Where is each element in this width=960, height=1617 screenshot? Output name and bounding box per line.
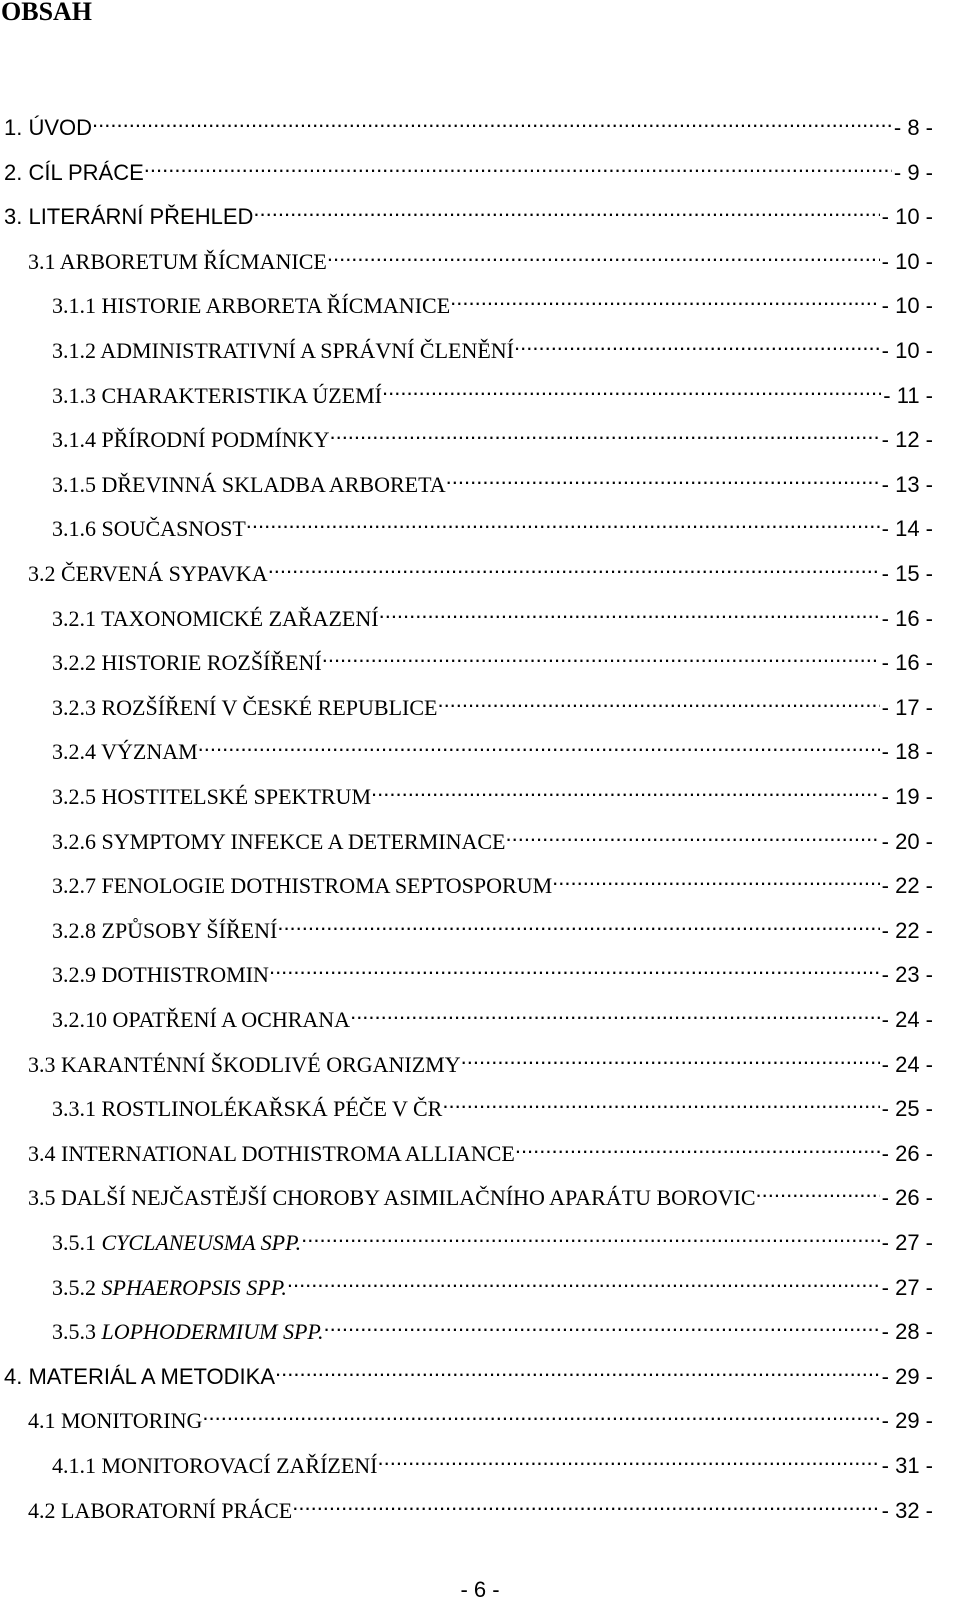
dot-leader <box>371 774 880 804</box>
dot-leader <box>292 1488 879 1518</box>
toc-entry-title: 3.1.2 ADMINISTRATIVNÍ A SPRÁVNÍ ČLENĚNÍ <box>52 338 515 363</box>
toc-entry-page: - 8 - <box>893 115 933 140</box>
toc-entry[interactable] <box>52 863 933 898</box>
toc-entry-page: - 13 - <box>881 472 933 497</box>
toc-entry-page: - 26 - <box>881 1185 933 1210</box>
toc-entry-title: 3.1 ARBORETUM ŘÍCMANICE <box>28 249 327 274</box>
toc-entry-title: 3.2.4 VÝZNAM <box>52 739 198 764</box>
toc-entry[interactable] <box>52 685 933 720</box>
toc-entry-number: 3.5.1 <box>52 1230 102 1255</box>
toc-entry-page: - 10 - <box>881 338 933 363</box>
toc-entry[interactable] <box>52 596 933 631</box>
toc-entry[interactable] <box>52 997 933 1032</box>
toc-entry-title: 3.3.1 ROSTLINOLÉKAŘSKÁ PÉČE V ČR <box>52 1096 443 1121</box>
dot-leader <box>382 373 881 403</box>
toc-entry-page: - 12 - <box>881 427 933 452</box>
toc-entry-page: - 16 - <box>881 650 933 675</box>
dot-leader <box>268 551 880 581</box>
dot-leader <box>144 150 892 180</box>
dot-leader <box>442 1086 879 1116</box>
toc-entry-title: 3.1.6 SOUČASNOST <box>52 516 246 541</box>
toc-entry-page: - 31 - <box>881 1453 933 1478</box>
toc-entry-page: - 15 - <box>881 561 933 586</box>
toc-entry[interactable] <box>4 1354 933 1389</box>
toc-entry[interactable] <box>52 328 933 363</box>
toc-entry-number: 3.5.2 <box>52 1275 102 1300</box>
toc-entry-title: 3.1.1 HISTORIE ARBORETA ŘÍCMANICE <box>52 293 451 318</box>
toc-entry-page: - 10 - <box>881 249 933 274</box>
dot-leader <box>322 640 880 670</box>
dot-leader <box>756 1175 880 1205</box>
toc-entry-number: 3.5.3 <box>52 1319 102 1344</box>
toc-entry-page: - 28 - <box>881 1319 933 1344</box>
toc-entry-page: - 29 - <box>881 1408 933 1433</box>
dot-leader <box>246 506 880 536</box>
toc-entry-title: 3.2.6 SYMPTOMY INFEKCE A DETERMINACE <box>52 829 506 854</box>
toc-entry-title: 3.2.7 FENOLOGIE DOTHISTROMA SEPTOSPORUM <box>52 873 553 898</box>
toc-entry[interactable] <box>52 1309 933 1344</box>
toc-entry-title: 4. MATERIÁL A METODIKA <box>4 1364 276 1389</box>
toc-entry[interactable] <box>52 908 933 943</box>
toc-entry[interactable] <box>52 506 933 541</box>
dot-leader <box>437 685 879 715</box>
toc-entry-title: 3. LITERÁRNÍ PŘEHLED <box>4 204 254 229</box>
toc-entry-title: 3.5 DALŠÍ NEJČASTĚJŠÍ CHOROBY ASIMILAČNÍHO APARÁTU BOROVIC <box>28 1185 756 1210</box>
toc-entry-page: - 11 - <box>883 383 933 408</box>
toc-entry-title: 3.1.3 CHARAKTERISTIKA ÚZEMÍ <box>52 383 382 408</box>
toc-entry[interactable] <box>52 1265 933 1300</box>
toc-entry-title: 4.2 LABORATORNÍ PRÁCE <box>28 1498 293 1523</box>
dot-leader <box>324 1309 880 1339</box>
toc-entry-title: 3.4 INTERNATIONAL DOTHISTROMA ALLIANCE <box>28 1141 515 1166</box>
toc-entry-title: 3.2.5 HOSTITELSKÉ SPEKTRUM <box>52 784 372 809</box>
toc-entry-title <box>52 1273 287 1303</box>
toc-entry[interactable] <box>52 373 933 408</box>
toc-entry-title: 3.1.5 DŘEVINNÁ SKLADBA ARBORETA <box>52 472 446 497</box>
toc-entry-title: 3.2.2 HISTORIE ROZŠÍŘENÍ <box>52 650 322 675</box>
toc-entry-page: - 14 - <box>881 516 933 541</box>
toc-entry-page: - 29 - <box>881 1364 933 1389</box>
toc-entry[interactable] <box>52 417 933 452</box>
toc-entry-page: - 10 - <box>881 204 933 229</box>
dot-leader <box>515 1131 880 1161</box>
toc-entry-italic-title: CYCLANEUSMA SPP. <box>101 1230 302 1255</box>
dot-leader <box>450 283 880 313</box>
toc-entry[interactable] <box>52 774 933 809</box>
toc-entry[interactable] <box>4 105 933 140</box>
toc-entry-title: 3.1.4 PŘÍRODNÍ PODMÍNKY <box>52 427 330 452</box>
toc-entry-page: - 25 - <box>881 1096 933 1121</box>
dot-leader <box>514 328 880 358</box>
toc-entry-title: 2. CÍL PRÁCE <box>4 160 144 185</box>
toc-entry-page: - 17 - <box>881 695 933 720</box>
toc-entry-page: - 10 - <box>881 293 933 318</box>
dot-leader <box>275 1354 880 1384</box>
toc-entry-page: - 24 - <box>881 1052 933 1077</box>
toc-entry-title: 1. ÚVOD <box>4 115 93 140</box>
toc-entry[interactable] <box>52 283 933 318</box>
dot-leader <box>552 863 879 893</box>
dot-leader <box>329 417 879 447</box>
toc-entry-italic-title: LOPHODERMIUM SPP. <box>101 1319 324 1344</box>
toc-entry-page: - 9 - <box>893 160 933 185</box>
toc-entry-page: - 32 - <box>881 1498 933 1523</box>
dot-leader <box>379 596 880 626</box>
toc-entry[interactable] <box>28 239 933 274</box>
dot-leader <box>253 194 879 224</box>
toc-entry-page: - 22 - <box>881 918 933 943</box>
toc-entry-page: - 19 - <box>881 784 933 809</box>
dot-leader <box>327 239 880 269</box>
toc-entry-title: 3.2.8 ZPŮSOBY ŠÍŘENÍ <box>52 918 278 943</box>
toc-entry[interactable] <box>52 819 933 854</box>
dot-leader <box>461 1042 880 1072</box>
page-title: OBSAH <box>1 0 93 26</box>
toc-entry-page: - 20 - <box>881 829 933 854</box>
page-number: - 6 - <box>460 1577 500 1602</box>
toc-entry-italic-title: SPHAEROPSIS SPP. <box>101 1275 287 1300</box>
toc-entry-page: - 27 - <box>881 1230 933 1255</box>
toc-entry[interactable] <box>52 952 933 987</box>
toc-entry-page: - 24 - <box>881 1007 933 1032</box>
toc-entry-page: - 26 - <box>881 1141 933 1166</box>
toc-entry-title: 3.2.1 TAXONOMICKÉ ZAŘAZENÍ <box>52 606 379 631</box>
toc-entry-title: 3.2.10 OPATŘENÍ A OCHRANA <box>52 1007 351 1032</box>
dot-leader <box>378 1443 880 1473</box>
toc-entry-title <box>52 1228 301 1258</box>
dot-leader <box>269 952 880 982</box>
toc-entry[interactable] <box>28 1488 933 1523</box>
dot-leader <box>202 1398 879 1428</box>
dot-leader <box>198 729 880 759</box>
toc-entry-title: 3.2 ČERVENÁ SYPAVKA <box>28 561 268 586</box>
toc-entry[interactable] <box>52 1220 933 1255</box>
dot-leader <box>446 462 880 492</box>
toc-entry-title <box>52 1317 324 1347</box>
toc-entry-page: - 16 - <box>881 606 933 631</box>
dot-leader <box>287 1265 880 1295</box>
toc-entry[interactable] <box>52 1443 933 1478</box>
toc-entry[interactable] <box>4 194 933 229</box>
dot-leader <box>350 997 880 1027</box>
toc-entry-title: 3.3 KARANTÉNNÍ ŠKODLIVÉ ORGANIZMY <box>28 1052 461 1077</box>
toc-entry[interactable] <box>52 729 933 764</box>
toc-entry[interactable] <box>52 640 933 675</box>
toc-entry[interactable] <box>28 1131 933 1166</box>
toc-entry[interactable] <box>28 1175 933 1210</box>
toc-entry-title: 3.2.9 DOTHISTROMIN <box>52 962 269 987</box>
toc-entry-page: - 22 - <box>881 873 933 898</box>
dot-leader <box>92 105 892 135</box>
toc-entry-page: - 27 - <box>881 1275 933 1300</box>
toc-entry[interactable] <box>28 1398 933 1433</box>
toc-entry[interactable] <box>52 1086 933 1121</box>
toc-entry[interactable] <box>52 462 933 497</box>
dot-leader <box>277 908 879 938</box>
dot-leader <box>301 1220 879 1250</box>
toc-entry-page: - 23 - <box>881 962 933 987</box>
toc-entry-page: - 18 - <box>881 739 933 764</box>
toc-entry-title: 4.1 MONITORING <box>28 1408 203 1433</box>
toc-entry-title: 3.2.3 ROZŠÍŘENÍ V ČESKÉ REPUBLICE <box>52 695 438 720</box>
toc-entry[interactable] <box>28 1042 933 1077</box>
dot-leader <box>505 819 879 849</box>
toc-entry[interactable] <box>4 150 933 185</box>
toc-entry[interactable] <box>28 551 933 586</box>
toc-entry-title: 4.1.1 MONITOROVACÍ ZAŘÍZENÍ <box>52 1453 378 1478</box>
